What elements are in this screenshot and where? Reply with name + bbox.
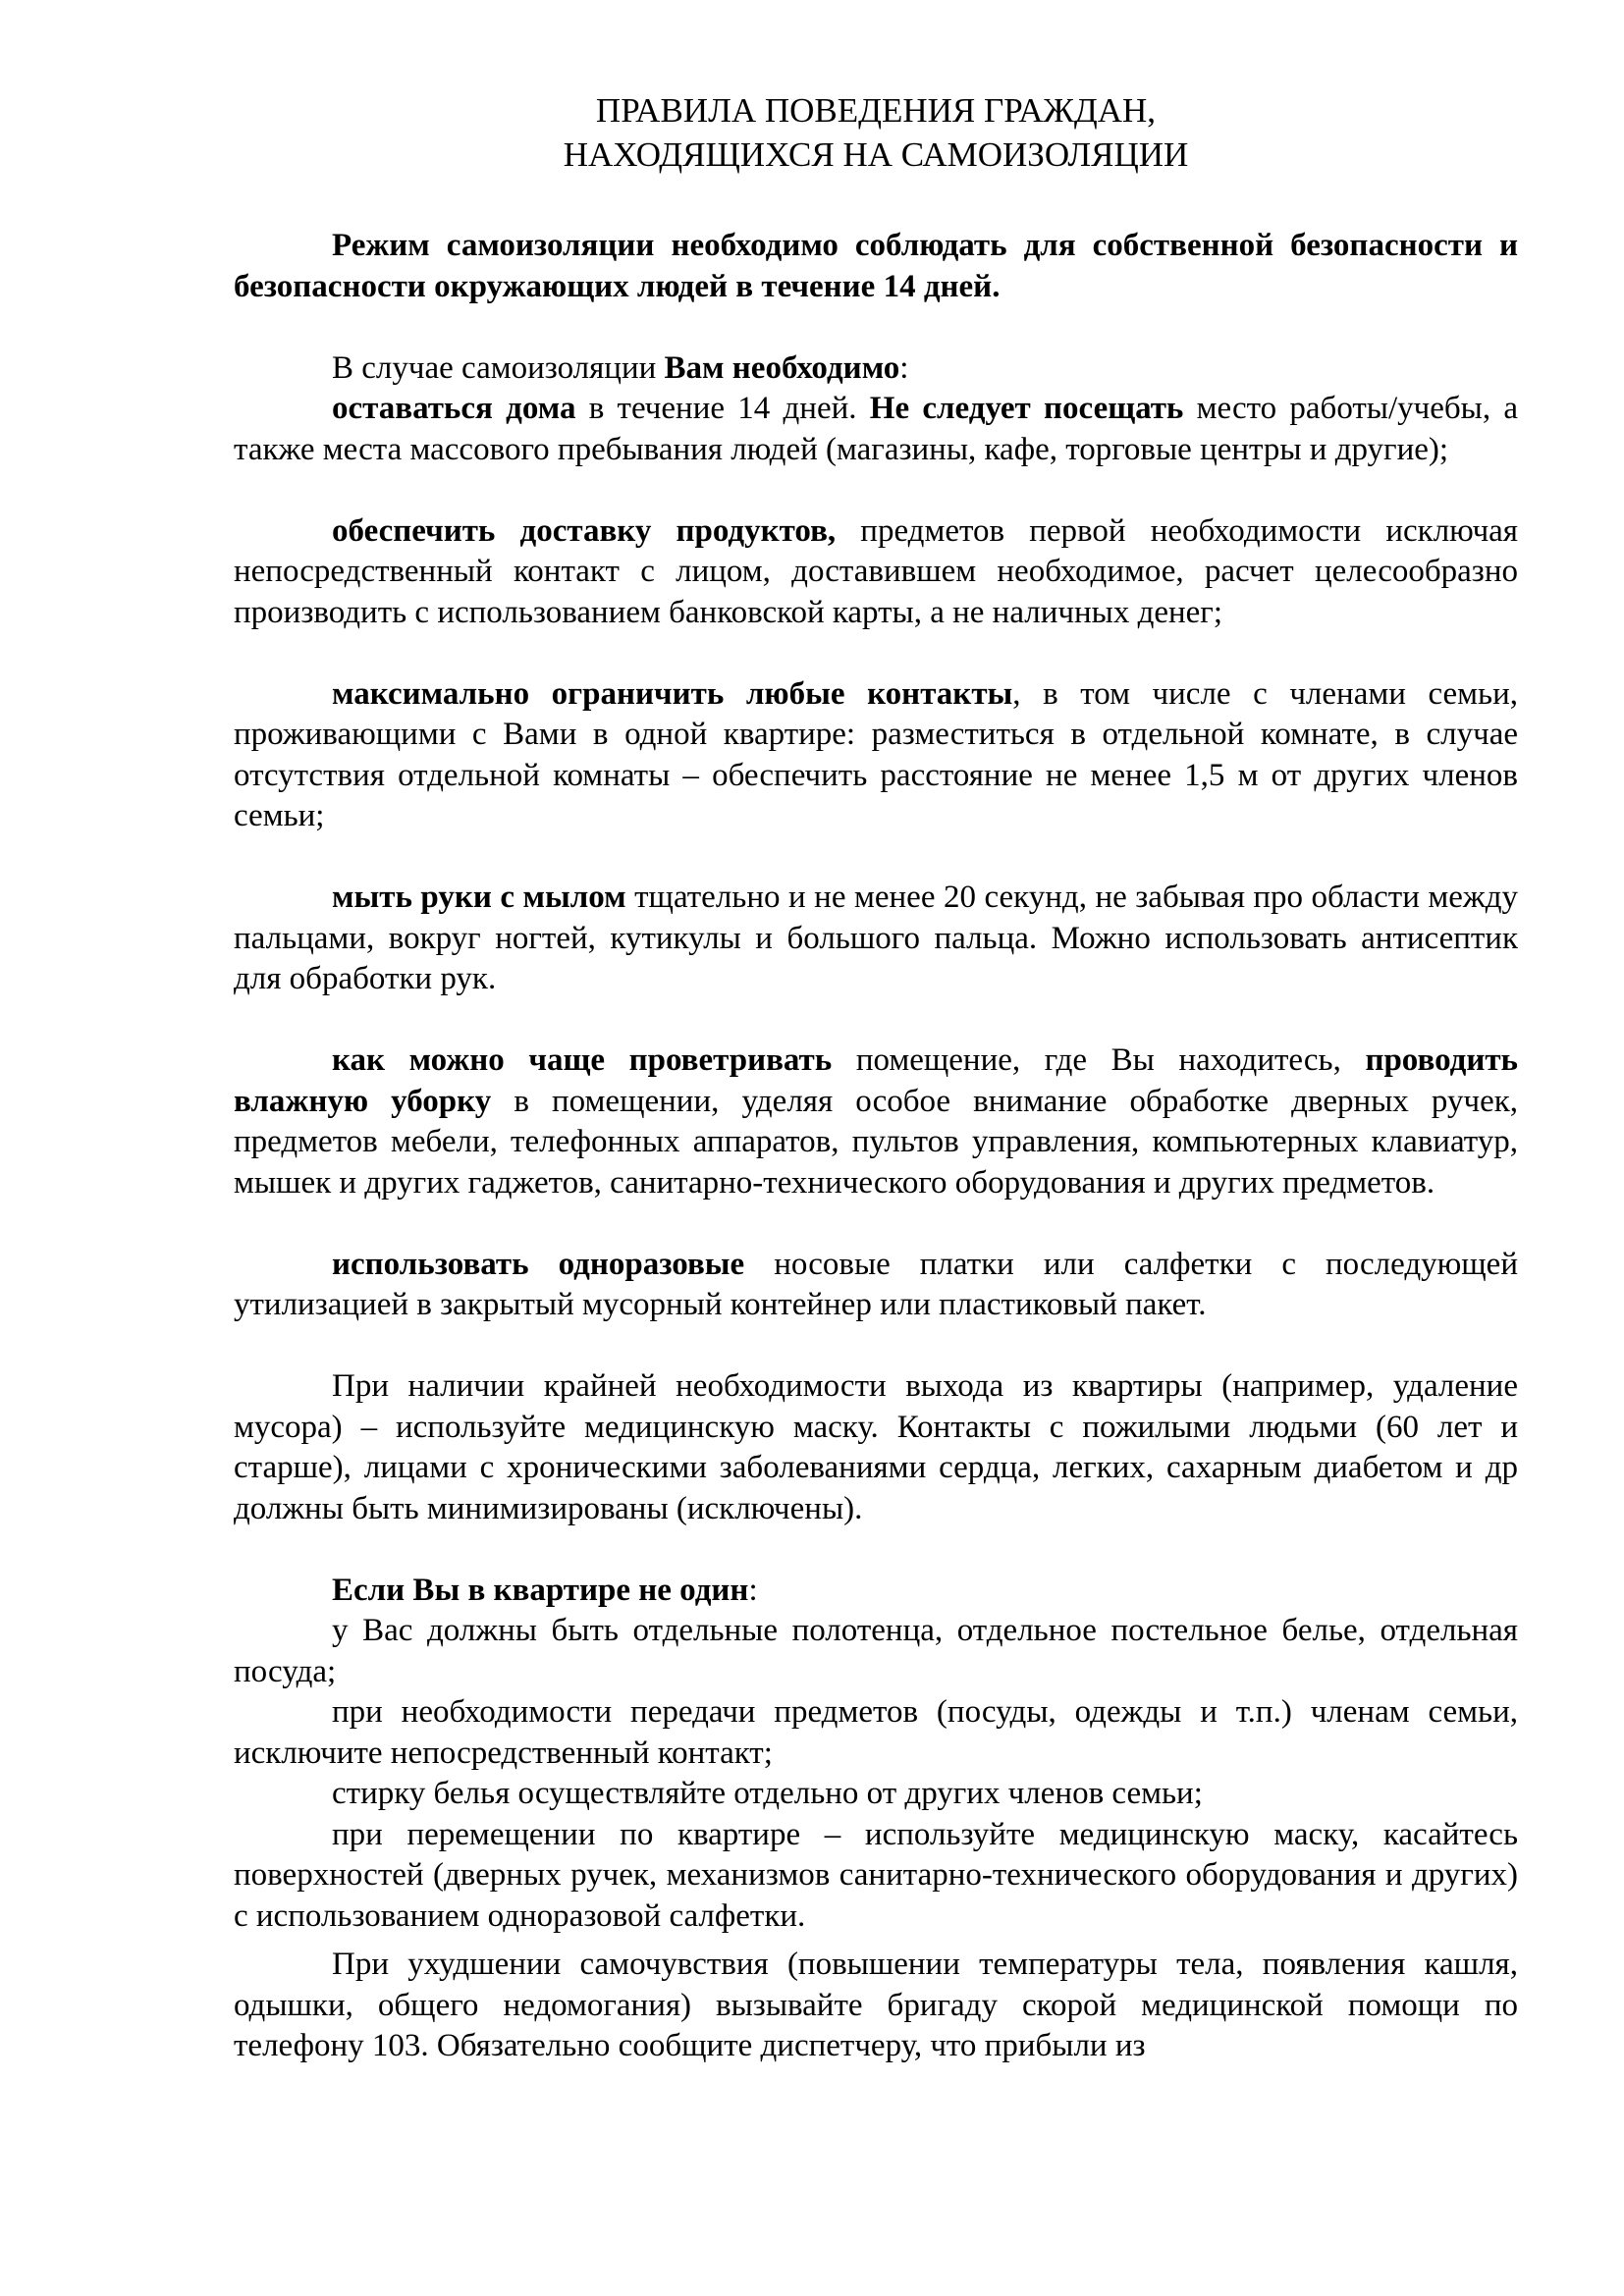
contacts-bold: максимально ограничить любые контакты [332, 675, 1013, 712]
stay-home-text-2: место работы/учебы, а также места массового пребывания людей (магазины, кафе, торговые центры и другие); [234, 391, 1518, 467]
ventilate-paragraph [234, 1041, 1518, 1203]
not-alone-heading-bold: Если Вы в квартире не один [332, 1572, 749, 1608]
intro-bold-text: Режим самоизоляции необходимо соблюдать для собственной безопасности и безопасности окружающих людей в течение 14 дней. [234, 228, 1518, 304]
ventilate-bold: как можно чаще проветривать [332, 1042, 833, 1078]
delivery-text: предметов первой необходимости исключая непосредственный контакт с лицом, доставившем необходимое, расчет целесообразно производить с использованием банковской карты, а не наличных денег; [234, 512, 1518, 630]
ventilate-text-1: помещение, где Вы находитесь, [832, 1042, 1366, 1078]
ventilate-bold-2: проводить влажную уборку [234, 1042, 1518, 1119]
ventilate-text-2: в помещении, уделяя особое внимание обработке дверных ручек, предметов мебели, телефонных аппаратов, пультов управления, компьютерных клавиатур, мышек и других гаджетов, санитарно-технического оборудования и других предметов. [234, 1083, 1518, 1201]
hands-text: тщательно и не менее 20 секунд, не забывая про области между пальцами, вокруг ногтей, кутикулы и большого пальца. Можно использовать антисептик для обработки рук. [234, 880, 1518, 996]
not-alone-item-1: у Вас должны быть отдельные полотенца, отдельное постельное белье, отдельная посуда; [234, 1613, 1518, 1689]
hands-paragraph [234, 878, 1518, 1000]
lead-bold: Вам необходимо [664, 349, 900, 386]
disposable-paragraph [234, 1245, 1518, 1326]
delivery-paragraph [234, 511, 1518, 634]
delivery-bold: обеспечить доставку продуктов, [332, 512, 837, 549]
not-alone-colon: : [748, 1572, 758, 1608]
not-alone-item-2: при необходимости передачи предметов (посуды, одежды и т.п.) членам семьи, исключите непосредственный контакт; [234, 1694, 1518, 1771]
title-line-2: НАХОДЯЩИХСЯ НА САМОИЗОЛЯЦИИ [563, 135, 1189, 174]
stay-home-bold-2: Не следует посещать [869, 391, 1184, 426]
lead-text: В случае самоизоляции [332, 349, 665, 386]
document-title [234, 88, 1518, 177]
contacts-text: , в том числе с членами семьи, проживающими с Вами в одной квартире: разместиться в отдельной комнате, в случае отсутствия отдельной комнаты – обеспечить расстояние не менее 1,5 м от других членов семьи; [234, 675, 1518, 833]
disposable-bold: использовать одноразовые [332, 1246, 745, 1282]
contacts-paragraph [234, 674, 1518, 837]
not-alone-item-4: при перемещении по квартире – используйте медицинскую маску, касайтесь поверхностей (дверных ручек, механизмов санитарно-технического оборудования и других) с использованием одноразовой салфетки. [234, 1816, 1518, 1934]
stay-home-paragraph [234, 389, 1518, 470]
intro-paragraph [234, 226, 1518, 307]
stay-home-bold: оставаться дома [332, 391, 576, 426]
not-alone-item-3: стирку белья осуществляйте отдельно от других членов семьи; [332, 1776, 1203, 1811]
title-line-1: ПРАВИЛА ПОВЕДЕНИЯ ГРАЖДАН, [595, 91, 1157, 130]
worsening-paragraph: При ухудшении самочувствия (повышении температуры тела, появления кашля, одышки, общего недомогания) вызывайте бригаду скорой медицинской помощи по телефону 103. Обязательно сообщите диспетчеру, что прибыли из [234, 1947, 1518, 2063]
document-content [234, 88, 1518, 2067]
lead-colon: : [899, 349, 909, 386]
exit-note-paragraph: При наличии крайней необходимости выхода из квартиры (например, удаление мусора) – используйте медицинскую маску. Контакты с пожилыми людьми (60 лет и старше), лицами с хроническими заболеваниями сердца, легких, сахарным диабетом и др должны быть минимизированы (исключены). [234, 1368, 1518, 1526]
lead-paragraph [234, 348, 1518, 390]
hands-bold: мыть руки с мылом [332, 880, 626, 915]
disposable-text: носовые платки или салфетки с последующей утилизацией в закрытый мусорный контейнер или пластиковый пакет. [234, 1246, 1518, 1322]
not-alone-heading [234, 1571, 1518, 1612]
stay-home-text-1: в течение 14 дней. [575, 391, 870, 426]
